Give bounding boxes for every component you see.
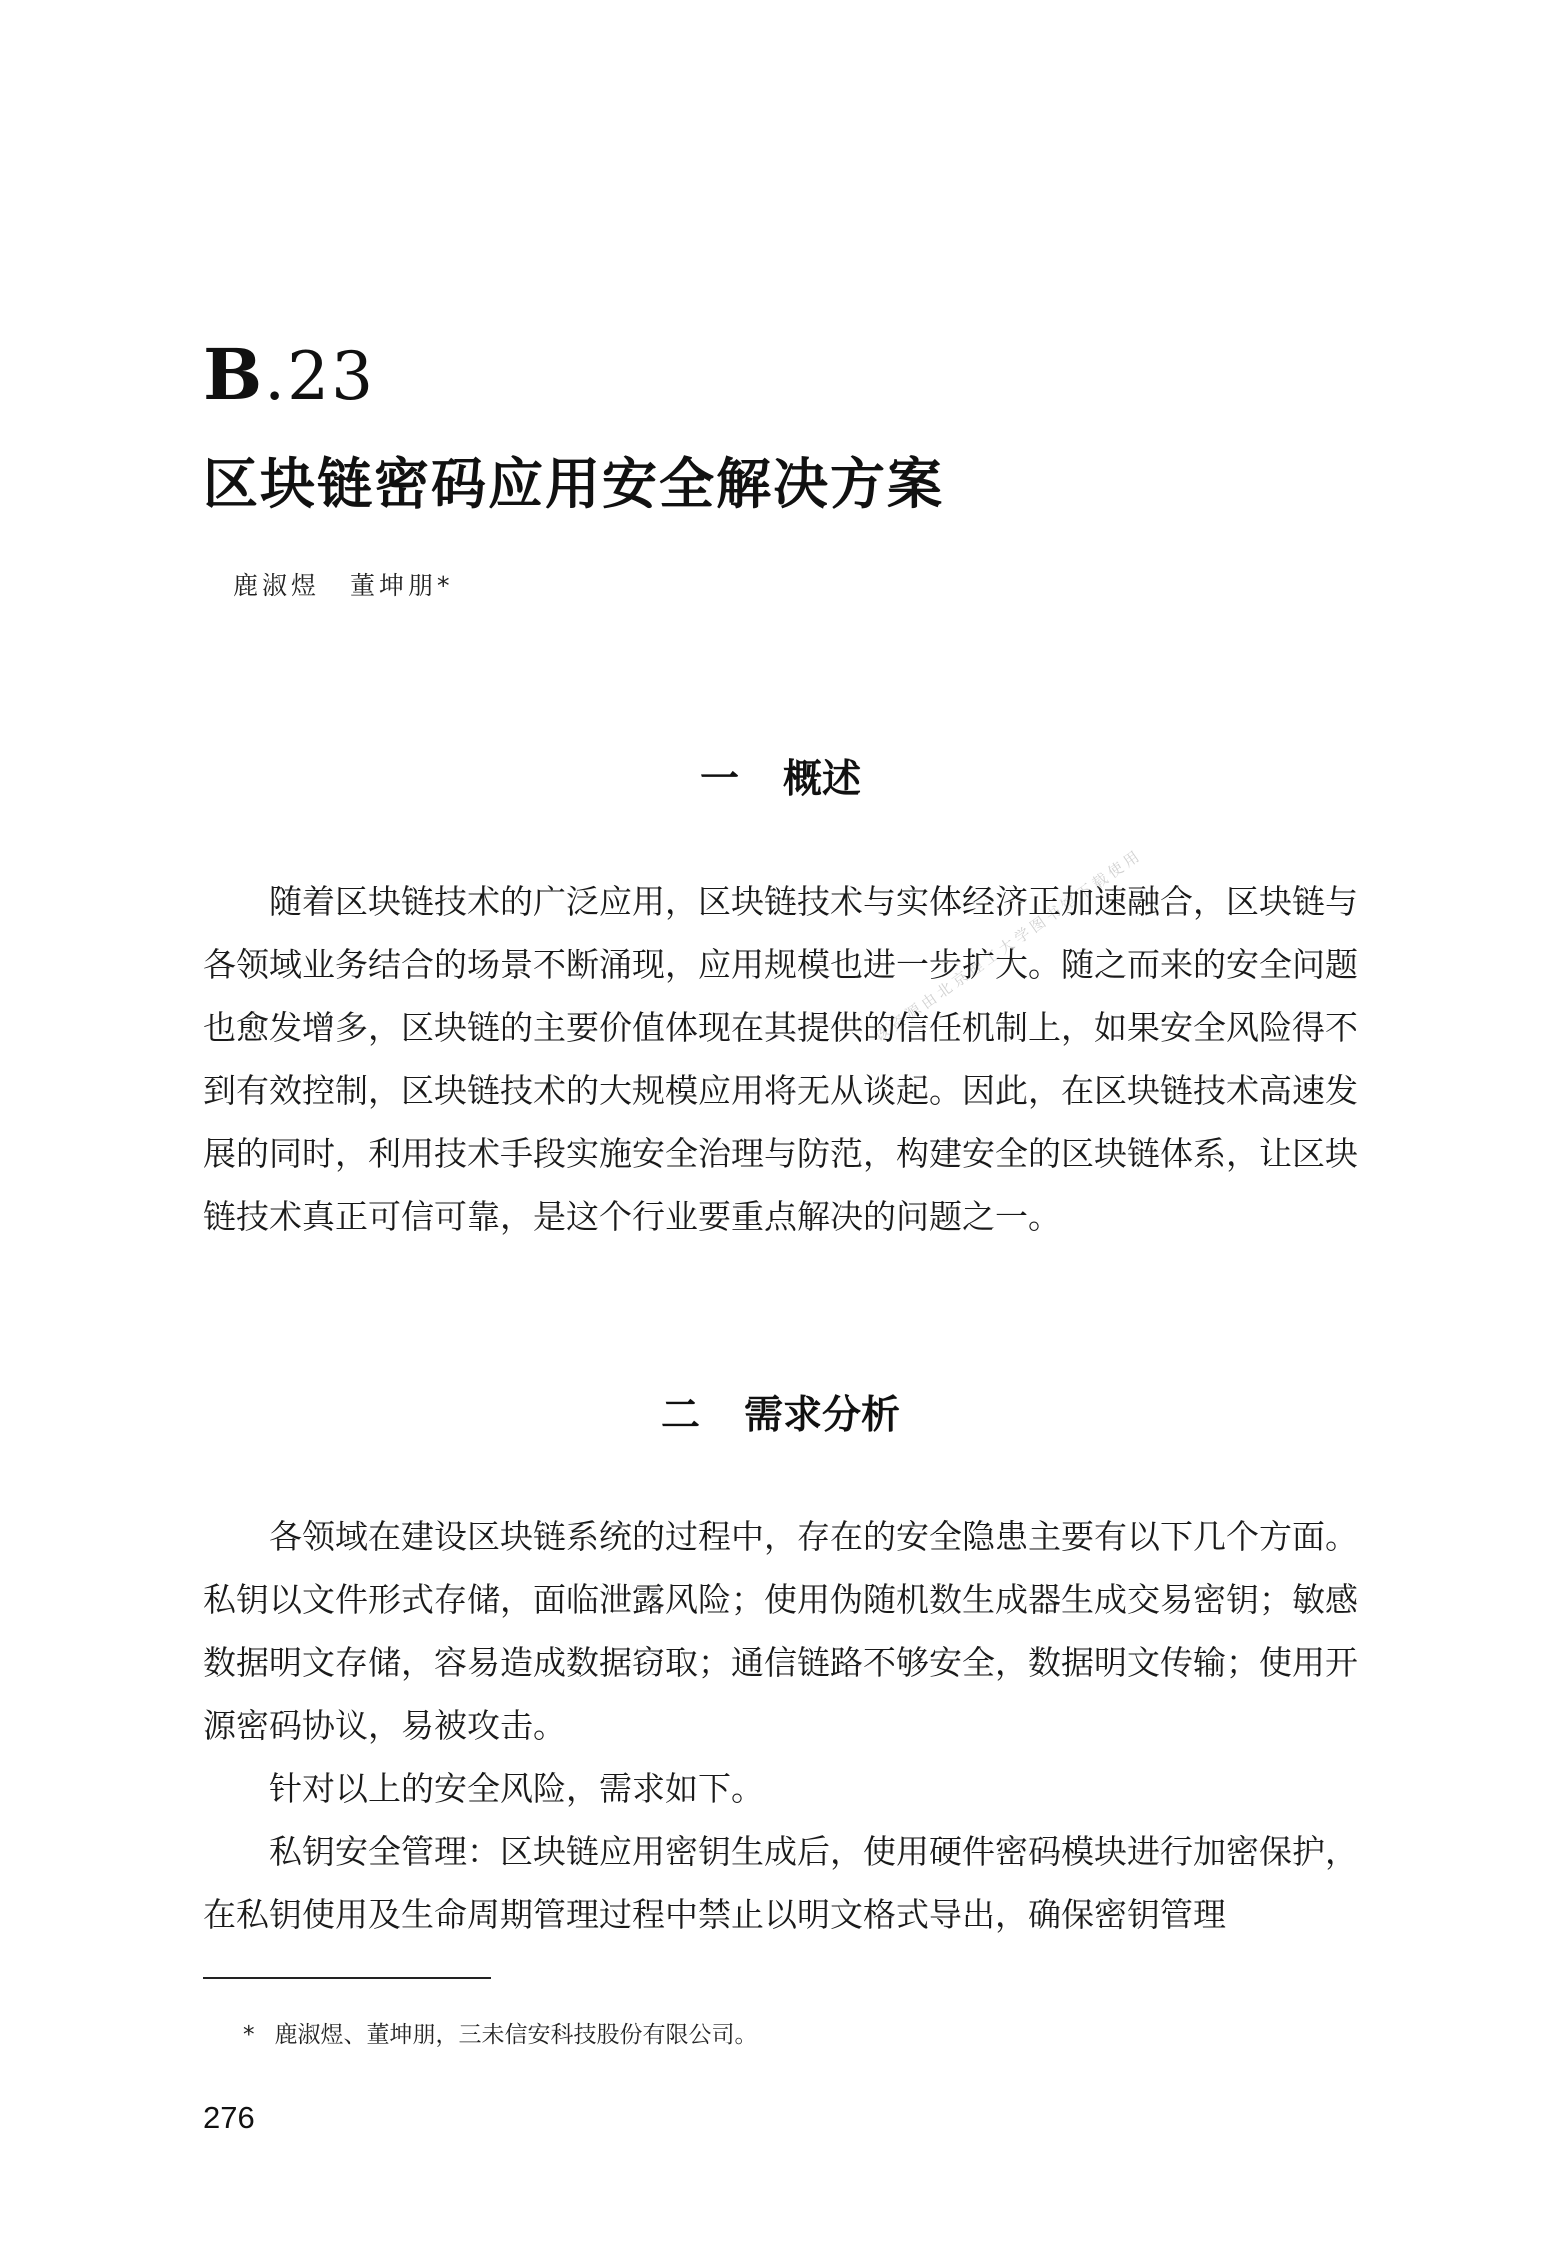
body-paragraph: 随着区块链技术的广泛应用，区块链技术与实体经济正加速融合，区块链与各领域业务结合的场景不断涌现，应用规模也进一步扩大。随之而来的安全问题也愈发增多，区块链的主要价值体现在其提供的信任机制上，如果安全风险得不到有效控制，区块链技术的大规模应用将无从谈起。因此，在区块链技术高速发展的同时，利用技术手段实施安全治理与防范，构建安全的区块链体系，让区块链技术真正可信可靠，是这个行业要重点解决的问题之一。	[203, 882, 1358, 1236]
body-paragraph: 私钥安全管理：区块链应用密钥生成后，使用硬件密码模块进行加密保护，在私钥使用及生命周期管理过程中禁止以明文格式导出，确保密钥管理	[203, 1832, 1358, 1934]
body-paragraph: 各领域在建设区块链系统的过程中，存在的安全隐患主要有以下几个方面。私钥以文件形式存储，面临泄露风险；使用伪随机数生成器生成交易密钥；敏感数据明文存储，容易造成数据窃取；通信链路不够安全，数据明文传输；使用开源密码协议，易被攻击。	[203, 1517, 1358, 1745]
section-number: 二	[660, 1393, 700, 1438]
chapter-index: .23	[264, 338, 376, 415]
footnote-divider	[203, 1977, 491, 1979]
page-number: 276	[203, 2100, 255, 2135]
author-line	[233, 566, 454, 602]
section-heading	[203, 748, 1358, 804]
author-name: 鹿淑煜	[233, 571, 321, 600]
footnote	[243, 2016, 758, 2049]
footnote-marker: *	[243, 2022, 255, 2048]
author-footnote-marker: *	[437, 571, 454, 600]
chapter-letter: B	[203, 333, 265, 416]
chapter-title: 区块链密码应用安全解决方案	[203, 452, 945, 516]
section-number: 一	[699, 757, 739, 802]
section-title: 概述	[783, 757, 862, 802]
section-title: 需求分析	[744, 1393, 901, 1438]
section-heading	[203, 1384, 1358, 1440]
watermark: 该资源由北京理工大学图书馆下载使用	[870, 845, 1146, 1046]
author-name: 董坤朋	[350, 571, 438, 600]
body-paragraph: 针对以上的安全风险，需求如下。	[269, 1769, 764, 1808]
chapter-number	[203, 333, 376, 416]
footnote-text: 鹿淑煜、董坤朋，三未信安科技股份有限公司。	[274, 2022, 758, 2048]
